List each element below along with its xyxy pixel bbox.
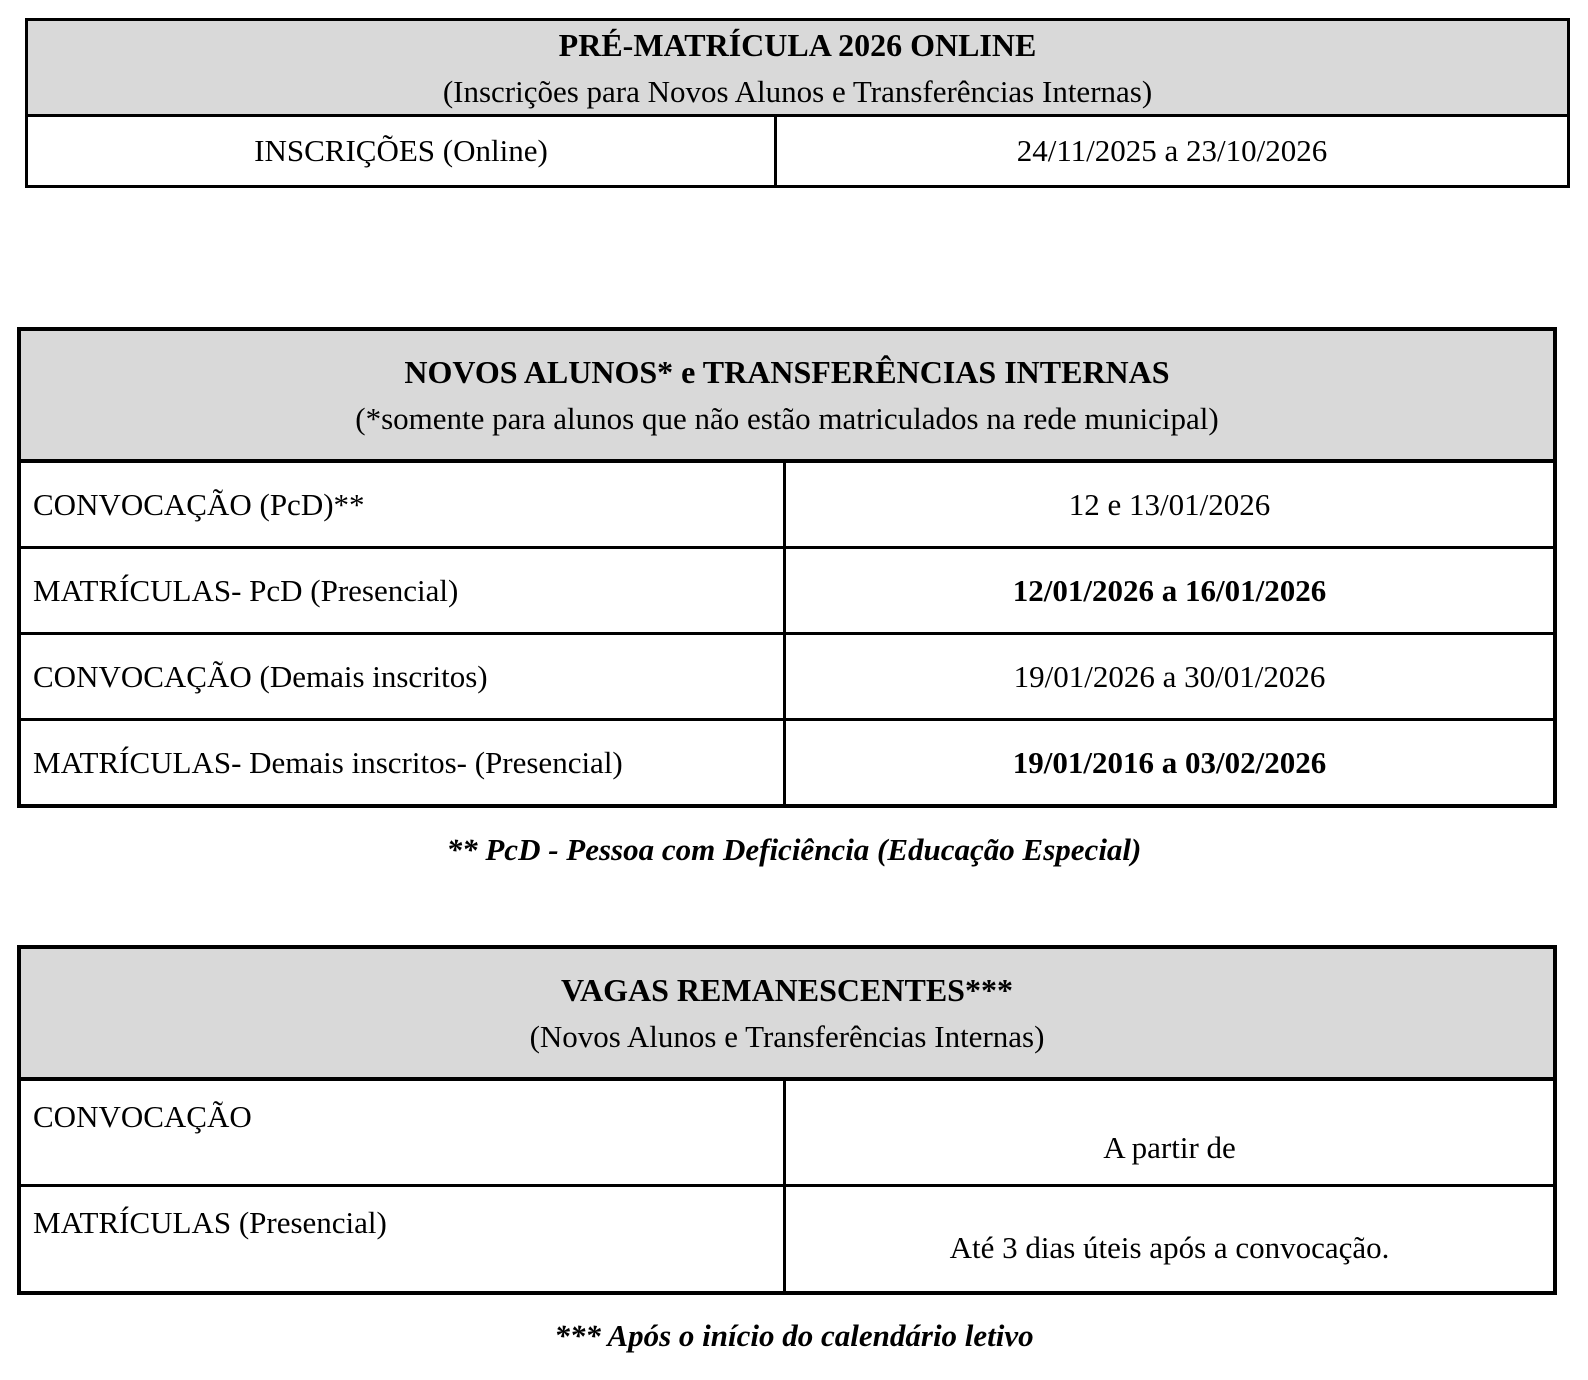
row-label: MATRÍCULAS (Presencial) [21,1187,786,1291]
table-vagas-remanescentes [17,945,1557,1295]
table-novos-alunos [17,327,1557,808]
row-label: MATRÍCULAS- Demais inscritos- (Presencial) [21,721,786,804]
row-label: CONVOCAÇÃO [21,1081,786,1184]
table-vagas-remanescentes-header [21,949,1553,1081]
footnote-calendario: *** Após o início do calendário letivo [554,1318,1034,1353]
row-label: CONVOCAÇÃO (Demais inscritos) [21,635,786,718]
table-pre-matricula-subtitle: (Inscrições para Novos Alunos e Transferências Internas) [442,73,1153,109]
table-vagas-remanescentes-subtitle: (Novos Alunos e Transferências Internas) [529,1019,1045,1054]
table-row [28,117,1567,185]
table-novos-alunos-subtitle: (*somente para alunos que não estão matriculados na rede municipal) [355,401,1219,436]
table-novos-alunos-title: NOVOS ALUNOS* e TRANSFERÊNCIAS INTERNAS [404,354,1170,390]
footnote-pcd: ** PcD - Pessoa com Deficiência (Educação Especial) [446,832,1142,867]
table-row [21,549,1553,635]
table-pre-matricula [25,18,1570,188]
table-row [21,1081,1553,1187]
row-value: 12 e 13/01/2026 [1068,486,1271,522]
row-value: A partir de [1103,1130,1236,1165]
table-row [21,463,1553,549]
row-value: 12/01/2026 a 16/01/2026 [1012,572,1327,608]
row-value: 24/11/2025 a 23/10/2026 [1016,133,1328,168]
table-novos-alunos-header [21,331,1553,463]
row-label: MATRÍCULAS- PcD (Presencial) [21,549,786,632]
table-row [21,635,1553,721]
table-row [21,721,1553,804]
row-value: 19/01/2026 a 30/01/2026 [1013,658,1326,694]
row-value: 19/01/2016 a 03/02/2026 [1012,744,1327,780]
table-pre-matricula-title: PRÉ-MATRÍCULA 2026 ONLINE [558,26,1037,63]
table-vagas-remanescentes-title: VAGAS REMANESCENTES*** [561,972,1013,1008]
table-pre-matricula-header [28,21,1567,117]
row-label: INSCRIÇÕES (Online) [28,117,777,185]
row-value: Até 3 dias úteis após a convocação. [949,1230,1390,1265]
row-label: CONVOCAÇÃO (PcD)** [21,463,786,546]
table-row [21,1187,1553,1291]
